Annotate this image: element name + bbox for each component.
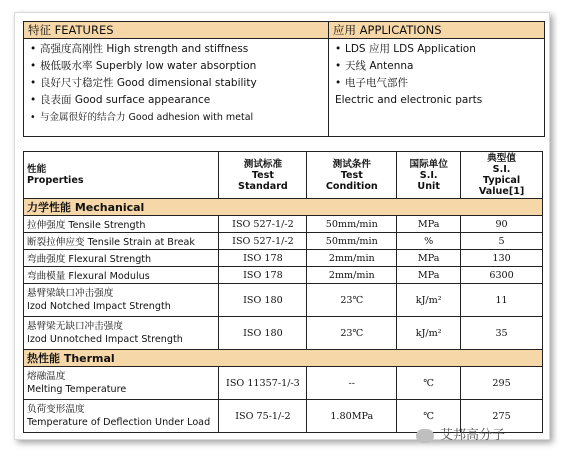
properties-table [23, 151, 543, 433]
feature-item: • 良好尺寸稳定性 Good dimensional stability [30, 77, 257, 89]
applications-panel [329, 22, 544, 136]
standard-cell: ISO 178 [219, 267, 307, 284]
unit-cell: kJ/m² [397, 284, 461, 317]
condition-cell: 2mm/min [307, 267, 397, 284]
value-cell: 130 [461, 250, 543, 267]
features-panel [24, 22, 329, 136]
application-item: • 电子电气部件 [335, 77, 408, 89]
application-item: Electric and electronic parts [335, 94, 483, 106]
value-cell: 295 [461, 367, 543, 400]
unit-cell: MPa [397, 216, 461, 233]
value-cell: 11 [461, 284, 543, 317]
applications-header: 应用 APPLICATIONS [329, 22, 544, 39]
header-typical-value: 典型值 S.I. Typical Value[1] [461, 152, 543, 199]
header-properties: 性能 Properties [24, 152, 219, 199]
property-cell: 弯曲强度 Flexural Strength [24, 250, 219, 267]
table-row [24, 284, 543, 317]
watermark-text: 艾邦高分子 [440, 428, 506, 443]
section-title: 力学性能 Mechanical [24, 199, 543, 216]
condition-cell: 2mm/min [307, 250, 397, 267]
unit-cell: MPa [397, 267, 461, 284]
value-cell: 35 [461, 317, 543, 350]
unit-cell: ℃ [397, 367, 461, 400]
table-header-row [24, 152, 543, 199]
standard-cell: ISO 75-1/-2 [219, 400, 307, 433]
condition-cell: -- [307, 367, 397, 400]
feature-item: • 良表面 Good surface appearance [30, 94, 211, 106]
table-row [24, 267, 543, 284]
table-row [24, 216, 543, 233]
standard-cell: ISO 180 [219, 317, 307, 350]
section-title: 热性能 Thermal [24, 350, 543, 367]
section-row-mechanical [24, 199, 543, 216]
watermark [416, 424, 505, 443]
condition-cell: 50mm/min [307, 233, 397, 250]
condition-cell: 1.80MPa [307, 400, 397, 433]
property-cell: 悬臂梁缺口冲击强度 Izod Notched Impact Strength [24, 284, 219, 317]
table-row [24, 317, 543, 350]
table-row [24, 233, 543, 250]
table-row [24, 250, 543, 267]
wechat-icon [416, 429, 434, 443]
header-unit: 国际单位 S.I. Unit [397, 152, 461, 199]
condition-cell: 23℃ [307, 317, 397, 350]
value-cell: 275 [461, 400, 543, 433]
value-cell: 90 [461, 216, 543, 233]
datasheet [14, 12, 550, 440]
property-cell: 悬臂梁无缺口冲击强度 Izod Unnotched Impact Strength [24, 317, 219, 350]
feature-item: • 高强度高刚性 High strength and stiffness [30, 43, 249, 55]
property-cell: 弯曲模量 Flexural Modulus [24, 267, 219, 284]
section-row-thermal [24, 350, 543, 367]
standard-cell: ISO 180 [219, 284, 307, 317]
table-row [24, 367, 543, 400]
property-cell: 拉伸强度 Tensile Strength [24, 216, 219, 233]
feature-item: • 极低吸水率 Superbly low water absorption [30, 60, 257, 72]
application-item: • LDS 应用 LDS Application [335, 43, 476, 55]
application-item: • 天线 Antenna [335, 60, 414, 72]
unit-cell: ℃ [397, 400, 461, 433]
header-test-condition: 测试条件 Test Condition [307, 152, 397, 199]
property-cell: 断裂拉伸应变 Tensile Strain at Break [24, 233, 219, 250]
standard-cell: ISO 178 [219, 250, 307, 267]
feature-item: • 与金属很好的结合力 Good adhesion with metal [30, 112, 254, 123]
condition-cell: 23℃ [307, 284, 397, 317]
value-cell: 5 [461, 233, 543, 250]
standard-cell: ISO 527-1/-2 [219, 216, 307, 233]
property-cell: 熔融温度 Melting Temperature [24, 367, 219, 400]
unit-cell: % [397, 233, 461, 250]
unit-cell: kJ/m² [397, 317, 461, 350]
header-test-standard: 测试标准 Test Standard [219, 152, 307, 199]
property-cell: 负荷变形温度 Temperature of Deflection Under Load [24, 400, 219, 433]
features-header: 特征 FEATURES [24, 22, 328, 39]
value-cell: 6300 [461, 267, 543, 284]
standard-cell: ISO 11357-1/-3 [219, 367, 307, 400]
unit-cell: MPa [397, 250, 461, 267]
features-applications-box [23, 21, 545, 137]
condition-cell: 50mm/min [307, 216, 397, 233]
standard-cell: ISO 527-1/-2 [219, 233, 307, 250]
